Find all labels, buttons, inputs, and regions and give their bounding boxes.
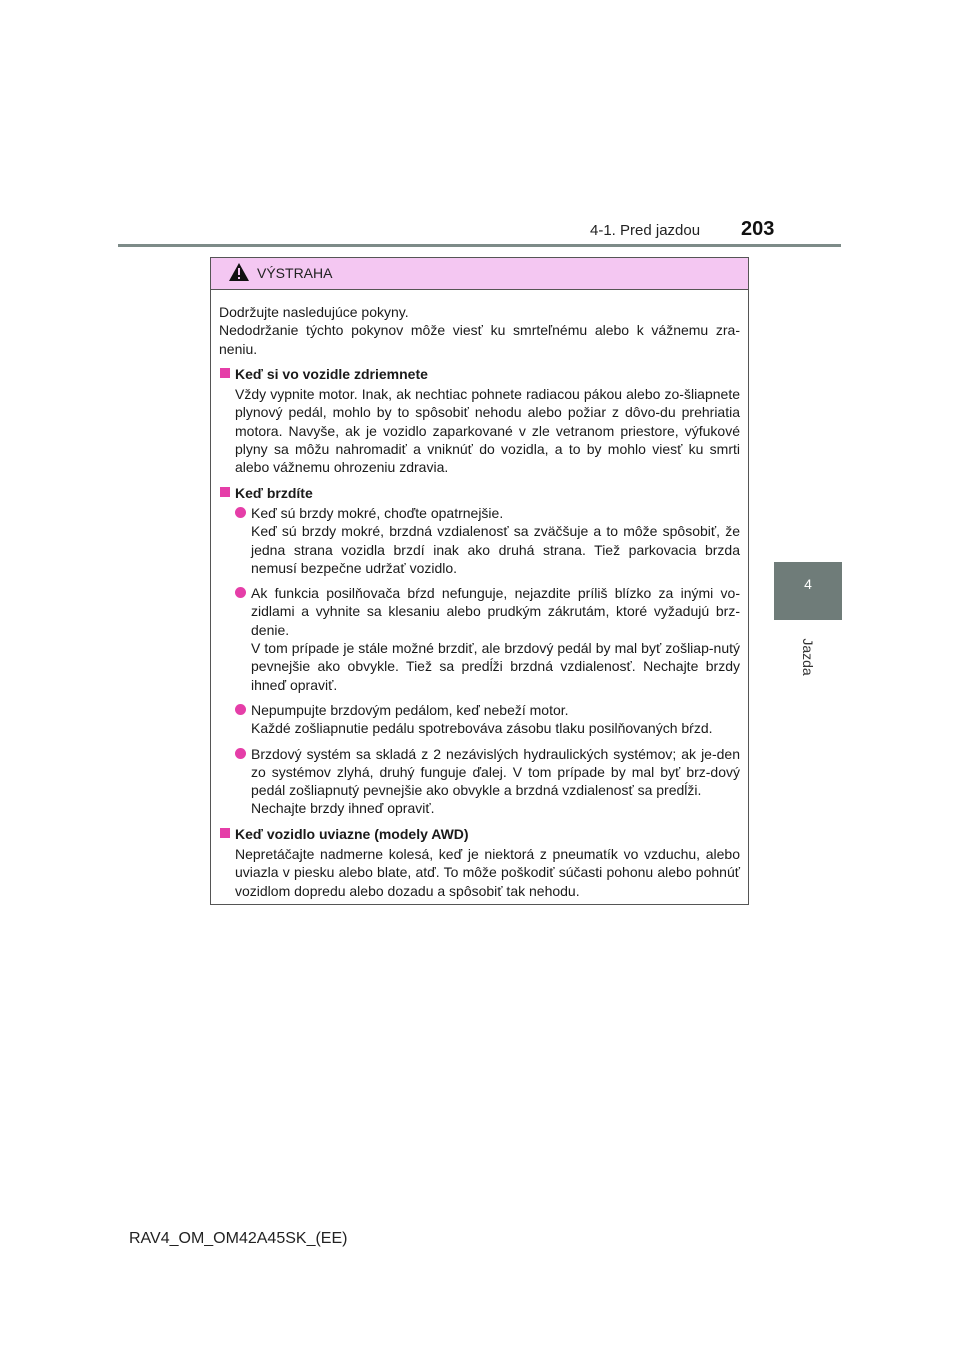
square-bullet-icon	[220, 828, 230, 838]
chapter-tab	[774, 562, 842, 620]
list-item-line: Brzdový systém sa skladá z 2 nezávislých hydraulických systémov; ak je-den zo systémov zlyhá, druhý funguje ďalej. V tom prípade by mal byť brz-dový pedál zošliapnutý pevnejšie ako obvykle a brzdná vzdialenosť sa predĺži.	[251, 745, 740, 799]
square-bullet-icon	[220, 368, 230, 378]
list-item	[235, 584, 740, 694]
section-heading	[219, 484, 740, 502]
circle-bullet-icon	[235, 587, 246, 598]
chapter-label	[800, 632, 816, 682]
warning-header	[211, 258, 748, 290]
list-item-line: Ak funkcia posilňovača bŕzd nefunguje, nejazdite príliš blízko za inými vo-zidlami a vyhnite sa klesaniu alebo prudkým zákrutám, ktoré vyžadujú brz-denie.	[251, 585, 740, 638]
warning-intro-line-2: Nedodržanie týchto pokynov môže viesť ku smrteľnému alebo k vážnemu zra-neniu.	[219, 322, 740, 357]
section-heading	[219, 825, 740, 843]
square-bullet-icon	[220, 487, 230, 497]
section-heading-text: Keď si vo vozidle zdriemnete	[235, 365, 428, 382]
warning-title: VÝSTRAHA	[257, 265, 333, 281]
list-item	[235, 745, 740, 818]
circle-bullet-icon	[235, 704, 246, 715]
list-item	[235, 504, 740, 577]
section-body: Nepretáčajte nadmerne kolesá, keď je niektorá z pneumatík vo vzduchu, alebo uviazla v piesku alebo blate, atď. To môže poškodiť súčasti pohonu alebo pohnúť vozidlom dopredu alebo dozadu a spôsobiť tak nehodu.	[235, 846, 740, 899]
warning-triangle-icon	[228, 262, 250, 282]
list-item-line: Každé zošliapnutie pedálu spotrebováva zásobu tlaku posilňovaných bŕzd.	[251, 720, 713, 737]
list-item-line: Nepumpujte brzdovým pedálom, keď nebeží motor.	[251, 701, 569, 718]
list-item-line: Keď sú brzdy mokré, brzdná vzdialenosť sa zväčšuje a to môže spôsobiť, že jedna strana vozidla brzdí inak ako druhá strana. Tiež parkovacia brzda nemusí bezpečne udržať vozidlo.	[251, 523, 740, 576]
warning-box	[210, 257, 749, 905]
section-heading-text: Keď vozidlo uviazne (modely AWD)	[235, 825, 469, 842]
list-item	[235, 701, 740, 738]
list-item-line: V tom prípade je stále možné brzdiť, ale brzdový pedál by mal byť zošliap-nutý pevnejšie ako obvykle. Tiež sa predĺži brzdná vzdialenosť. Nechajte brzdy ihneď opraviť.	[251, 640, 740, 693]
list-item-line: Nechajte brzdy ihneď opraviť.	[251, 800, 435, 817]
chapter-number: 4	[804, 576, 812, 592]
circle-bullet-icon	[235, 507, 246, 518]
header-divider	[118, 244, 841, 247]
circle-bullet-icon	[235, 748, 246, 759]
header-section-title: 4-1. Pred jazdou	[590, 222, 701, 239]
warning-intro-line-1: Dodržujte nasledujúce pokyny.	[219, 304, 409, 320]
section-heading-text: Keď brzdíte	[235, 484, 313, 501]
warning-intro	[219, 303, 740, 358]
page-number: 203	[741, 218, 775, 240]
list-item-line: Keď sú brzdy mokré, choďte opatrnejšie.	[251, 504, 504, 521]
section-heading	[219, 365, 740, 383]
section-body: Vždy vypnite motor. Inak, ak nechtiac pohnete radiacou pákou alebo zo-šliapnete plynový pedál, mohlo by to spôsobiť nehodu alebo požiar z dôvo-du prehriatia motora. Navyše, ak je vozidlo zaparkované v zle vetranom priestore, výfukové plyny sa môžu nahromadiť a vniknúť do vozidla, a to by mohlo viesť ku smrti alebo vážnemu ohrozeniu zdravia.	[235, 386, 740, 476]
document-code: RAV4_OM_OM42A45SK_(EE)	[129, 1230, 348, 1247]
warning-body	[211, 290, 748, 900]
chapter-label-text: Jazda	[800, 638, 816, 676]
